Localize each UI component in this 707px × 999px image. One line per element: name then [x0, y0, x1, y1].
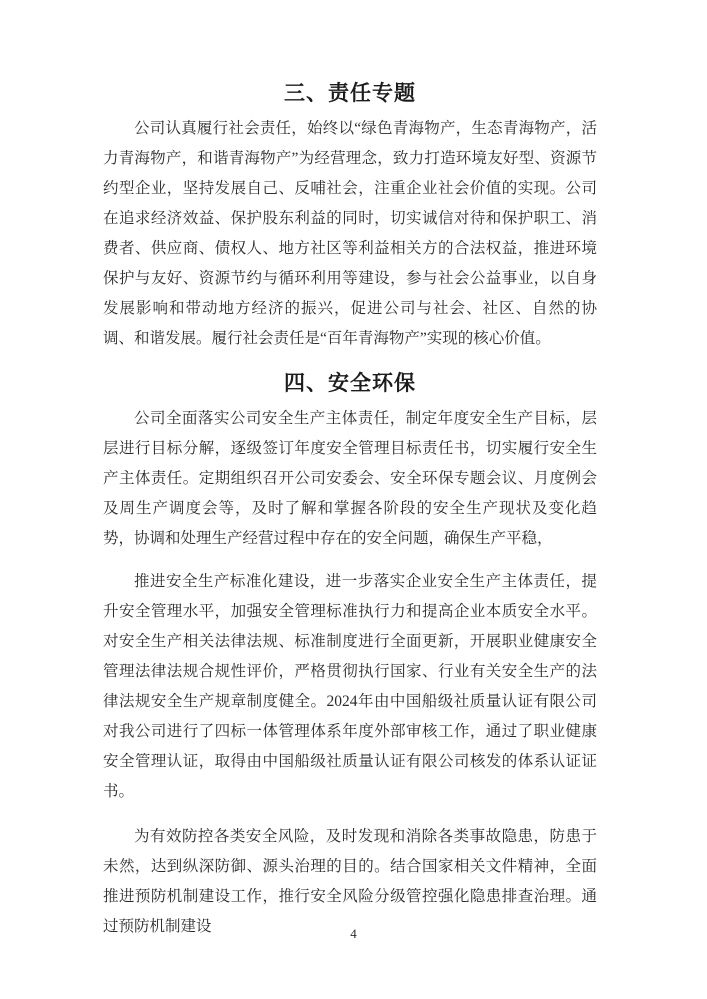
section-heading-safety: 四、安全环保: [284, 372, 416, 395]
page-number: 4: [350, 926, 357, 941]
paragraph-responsibility-1: 公司认真履行社会责任，始终以“绿色青海物产，生态青海物产，活力青海物产，和谐青海物产”为经营理念，致力打造环境友好型、资源节约型企业，坚持发展自己、反哺社会，注重企业社会价值的实现。公司在追求经济效益、保护股东利益的同时，切实诚信对待和保护职工、消费者、供应商、债权人、地方社区等利益相关方的合法权益，推进环境保护与友好、资源节约与循环利用等建设，参与社会公益事业，以自身发展影响和带动地方经济的振兴，促进公司与社会、社区、自然的协调、和谐发展。履行社会责任是“百年青海物产”实现的核心价值。: [103, 120, 597, 347]
paragraph-safety-2: 推进安全生产标准化建设，进一步落实企业安全生产主体责任，提升安全管理水平，加强安全管理标准执行力和提高企业本质安全水平。对安全生产相关法律法规、标准制度进行全面更新，开展职业健康安全管理法律法规合规性评价，严格贯彻执行国家、行业有关安全生产的法律法规安全生产规章制度健全。2024年由中国船级社质量认证有限公司对我公司进行了四标一体管理体系年度外部审核工作，通过了职业健康安全管理认证，取得由中国船级社质量认证有限公司核发的体系认证证书。: [103, 573, 597, 800]
section-heading-responsibility: 三、责任专题: [284, 82, 416, 105]
paragraph-safety-1: 公司全面落实公司安全生产主体责任，制定年度安全生产目标，层层进行目标分解，逐级签订年度安全管理目标责任书，切实履行安全生产主体责任。定期组织召开公司安委会、安全环保专题会议、月度例会及周生产调度会等，及时了解和掌握各阶段的安全生产现状及变化趋势，协调和处理生产经营过程中存在的安全问题，确保生产平稳，: [103, 410, 597, 547]
paragraph-safety-3: 为有效防控各类安全风险，及时发现和消除各类事故隐患，防患于未然，达到纵深防御、源头治理的目的。结合国家相关文件精神，全面推进预防机制建设工作，推行安全风险分级管控强化隐患排查治理。通过预防机制建设: [103, 828, 597, 935]
